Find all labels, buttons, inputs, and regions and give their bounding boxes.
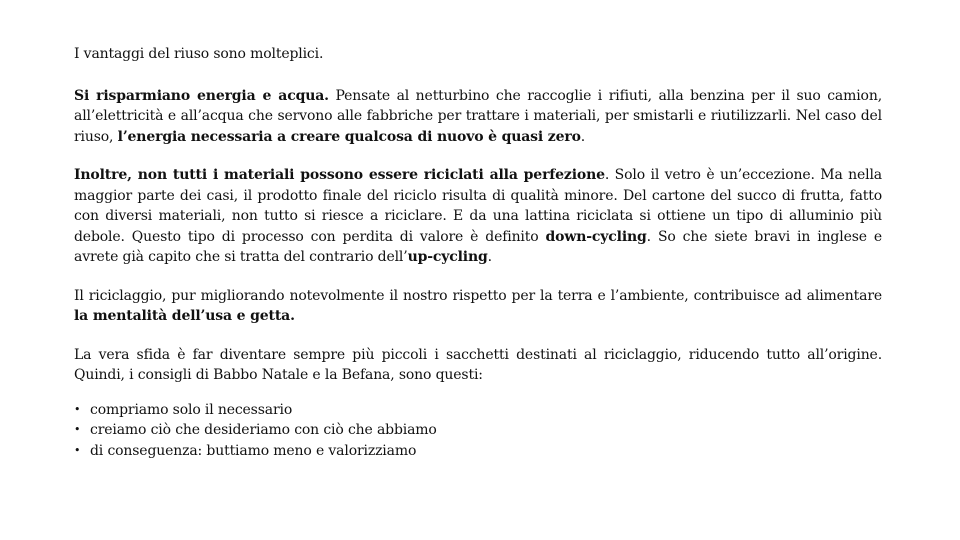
bullet-icon: •	[74, 423, 81, 436]
paragraph-throwaway-mentality	[74, 286, 882, 327]
list-item-text: di conseguenza: buttiamo meno e valorizziamo	[90, 442, 417, 459]
list-item-text: compriamo solo il necessario	[90, 401, 293, 418]
paragraph-challenge	[74, 345, 882, 386]
bullet-icon: •	[74, 443, 81, 457]
down-cycling-term: down-cycling	[545, 228, 647, 245]
recycling-quality-text-2: . So che siete bravi in inglese e avrete già capito che si tratta del contrario dell’	[74, 228, 882, 265]
recycling-quality-heading: Inoltre, non tutti i materiali possono essere riciclati alla perfezione	[74, 167, 605, 183]
challenge-text: La vera sfida è far diventare sempre più piccoli i sacchetti destinati al riciclaggio, riducendo tutto all’origine. Quindi, i consigli di Babbo Natale e la Befana, sono questi:	[74, 346, 882, 383]
throwaway-text: Il riciclaggio, pur migliorando notevolmente il nostro rispetto per la terra e l’ambiente, contribuisce ad alimentare	[74, 287, 882, 304]
paragraph-energy-water	[74, 86, 882, 148]
list-item	[74, 400, 882, 421]
paragraph-recycling-quality	[74, 165, 882, 268]
up-cycling-term: up-cycling	[407, 249, 488, 265]
slide-content	[74, 44, 882, 461]
recycling-quality-text: . Solo il vetro è un’eccezione. Ma nella maggior parte dei casi, il prodotto finale del riciclo risulta di qualità minore. Del cartone del succo di frutta, fatto con diversi materiali, non tutto si riesce a riciclare. E da una lattina riciclata si ottiene un tipo di alluminio più debole. Questo tipo di processo con perdita di valore è definito	[74, 167, 882, 245]
recycling-quality-end: .	[487, 249, 492, 265]
advice-list	[74, 400, 882, 462]
bullet-icon: •	[74, 402, 81, 416]
list-item-text: creiamo ciò che desideriamo con ciò che abbiamo	[90, 422, 437, 438]
energy-zero-emphasis: l’energia necessaria a creare qualcosa di nuovo è quasi zero	[117, 128, 581, 145]
energy-water-end: .	[580, 128, 586, 145]
list-item	[74, 441, 882, 462]
intro-paragraph	[74, 44, 882, 65]
list-item	[74, 420, 882, 441]
throwaway-emphasis: la mentalità dell’usa e getta.	[74, 308, 295, 324]
energy-water-heading: Si risparmiano energia e acqua.	[74, 87, 329, 104]
energy-water-text: Pensate al netturbino che raccoglie i rifiuti, alla benzina per il suo camion, all’elettricità e all’acqua che servono alle fabbriche per trattare i materiali, per smistarli e riutilizzarli. Nel caso del riuso,	[74, 87, 882, 145]
intro-text: I vantaggi del riuso sono molteplici.	[74, 46, 324, 62]
